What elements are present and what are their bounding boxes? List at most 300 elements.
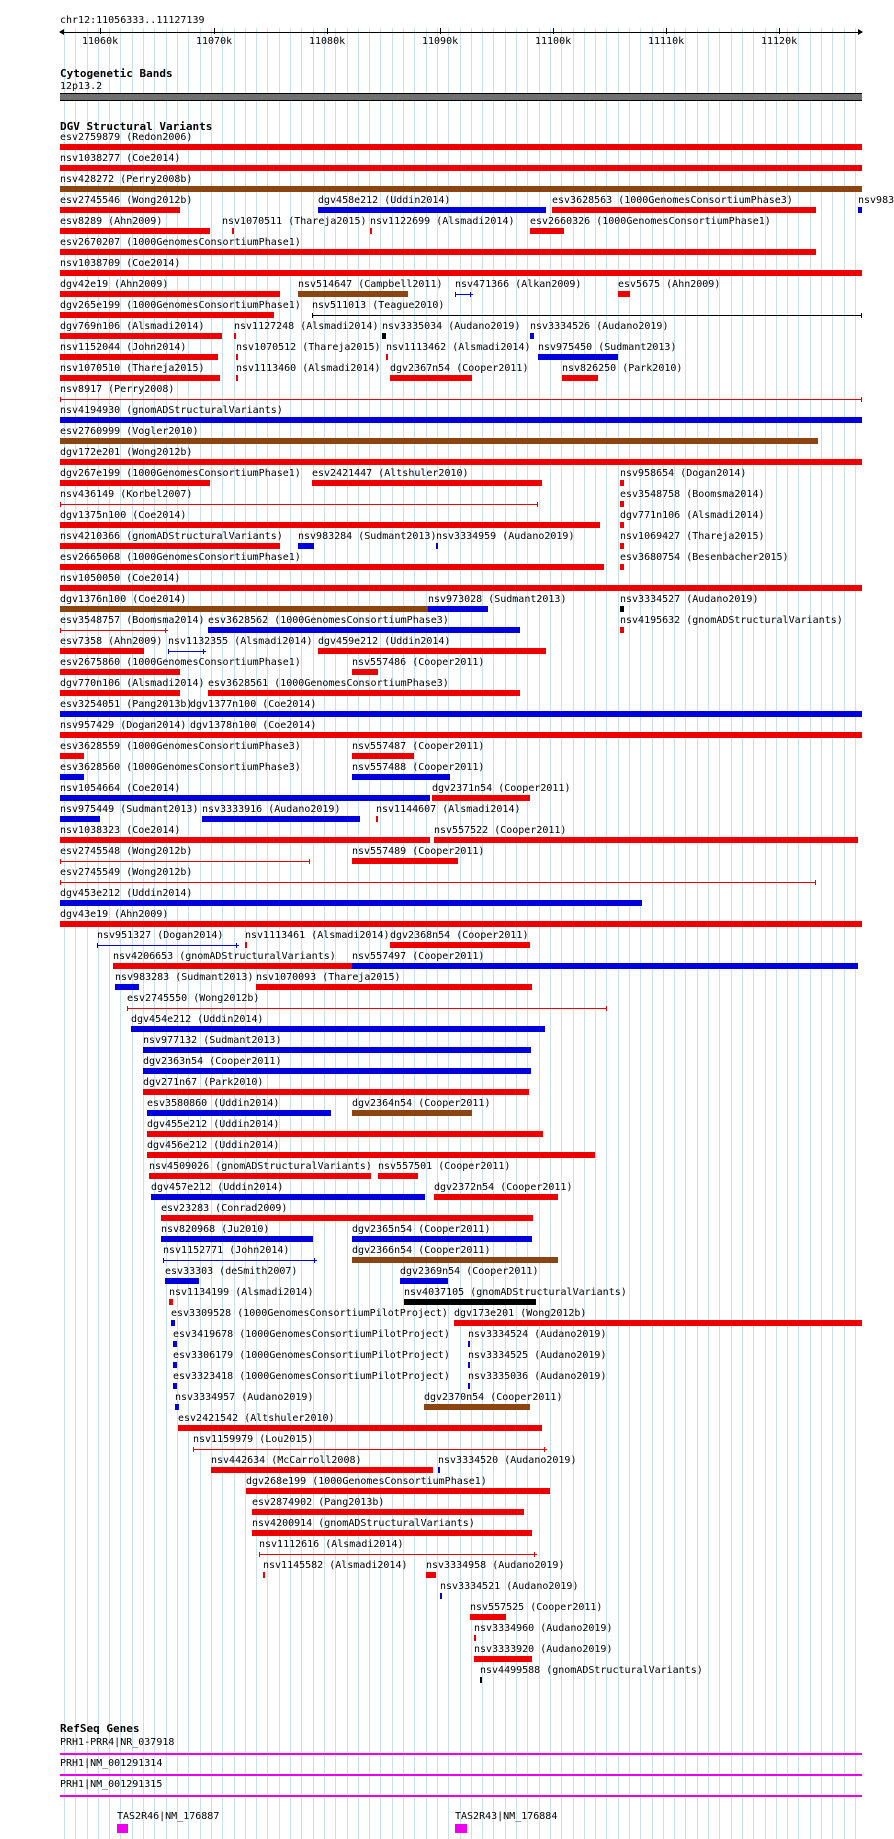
variant-label: nsv3335034 (Audano2019) (382, 321, 521, 332)
grid-line (821, 28, 822, 1839)
variant-bar[interactable] (468, 1341, 470, 1347)
variant-label: nsv951327 (Dogan2014) (97, 930, 224, 941)
variant-label: dgv459e212 (Uddin2014) (318, 636, 451, 647)
variant-bar[interactable] (620, 543, 624, 549)
variant-bar[interactable] (60, 606, 430, 612)
variant-bar[interactable] (390, 375, 472, 381)
variant-bar[interactable] (190, 732, 862, 738)
ruler-tick-label: 11110k (648, 36, 685, 47)
variant-bar[interactable] (173, 1341, 177, 1347)
variant-label: nsv3334525 (Audano2019) (468, 1350, 607, 1361)
variant-label: nsv4194930 (gnomADStructuralVariants) (60, 405, 283, 416)
variant-label: nsv1113461 (Alsmadi2014) (245, 930, 390, 941)
variant-end-cap (60, 397, 61, 402)
variant-label: esv3548758 (Boomsma2014) (620, 489, 765, 500)
grid-line (697, 28, 698, 1839)
variant-label: nsv1113462 (Alsmadi2014) (386, 342, 531, 353)
variant-label: dgv1375n100 (Coe2014) (60, 510, 187, 521)
variant-bar[interactable] (173, 1362, 177, 1368)
variant-label: dgv458e212 (Uddin2014) (318, 195, 451, 206)
variant-bar[interactable] (147, 1131, 543, 1137)
variant-bar[interactable] (190, 711, 862, 717)
variant-end-cap (193, 1447, 194, 1452)
variant-bar[interactable] (404, 1299, 536, 1305)
variant-label: nsv3334526 (Audano2019) (530, 321, 669, 332)
variant-bar[interactable] (312, 315, 862, 316)
variant-bar[interactable] (263, 1572, 265, 1578)
variant-bar[interactable] (454, 1320, 862, 1326)
variant-end-cap (312, 313, 313, 318)
variant-bar[interactable] (352, 858, 458, 864)
variant-bar[interactable] (474, 1656, 532, 1662)
variant-label: nsv442634 (McCarroll2008) (211, 1455, 362, 1466)
variant-end-cap (309, 859, 310, 864)
variant-bar[interactable] (143, 1068, 531, 1074)
variant-bar[interactable] (468, 1362, 470, 1368)
variant-bar[interactable] (620, 627, 624, 633)
variant-label: esv2760999 (Vogler2010) (60, 426, 199, 437)
grid-line (708, 28, 709, 1839)
ruler-position-label: chr12:11056333..11127139 (60, 15, 205, 26)
variant-label: dgv265e199 (1000GenomesConsortiumPhase1) (60, 300, 301, 311)
variant-bar[interactable] (60, 630, 168, 631)
variant-bar[interactable] (60, 921, 862, 927)
variant-end-cap (60, 628, 61, 633)
variant-bar[interactable] (424, 1404, 530, 1410)
variant-label: nsv1152044 (John2014) (60, 342, 187, 353)
variant-end-cap (203, 649, 204, 654)
gene-model[interactable] (60, 1753, 862, 1755)
variant-bar[interactable] (426, 1572, 436, 1578)
variant-end-cap (163, 1258, 164, 1263)
variant-bar[interactable] (60, 354, 218, 360)
variant-bar[interactable] (252, 1509, 524, 1515)
variant-bar[interactable] (168, 651, 206, 652)
grid-line (731, 28, 732, 1839)
variant-end-cap (606, 1006, 607, 1011)
variant-label: nsv1050050 (Coe2014) (60, 573, 181, 584)
variant-bar[interactable] (352, 669, 378, 675)
variant-label: esv2745548 (Wong2012b) (60, 846, 193, 857)
variant-label: nsv4210366 (gnomADStructuralVariants) (60, 531, 283, 542)
variant-label: nsv826250 (Park2010) (562, 363, 683, 374)
variant-label: dgv42e19 (Ahn2009) (60, 279, 169, 290)
variant-bar[interactable] (370, 228, 372, 234)
variant-bar[interactable] (318, 207, 546, 213)
ruler-tick (327, 28, 328, 34)
variant-label: dgv453e212 (Uddin2014) (60, 888, 193, 899)
variant-label: nsv1069427 (Thareja2015) (620, 531, 765, 542)
variant-end-cap (470, 292, 471, 297)
variant-label: esv2759879 (Redon2006) (60, 132, 193, 143)
variant-bar[interactable] (60, 459, 862, 465)
variant-label: nsv983284 (Sudmant2013) (298, 531, 437, 542)
variant-bar[interactable] (60, 690, 180, 696)
variant-bar[interactable] (618, 291, 630, 297)
variant-bar[interactable] (149, 1173, 371, 1179)
variant-end-cap (168, 649, 169, 654)
variant-bar[interactable] (318, 648, 546, 654)
variant-bar[interactable] (259, 1554, 537, 1555)
variant-bar[interactable] (312, 480, 542, 486)
variant-end-cap (259, 1552, 260, 1557)
variant-bar[interactable] (60, 165, 862, 171)
grid-line (742, 28, 743, 1839)
variant-label: esv3309528 (1000GenomesConsortiumPilotProject) (171, 1308, 448, 1319)
variant-label: nsv3333916 (Audano2019) (202, 804, 341, 815)
variant-label: nsv3334958 (Audano2019) (426, 1560, 565, 1571)
variant-label: nsv957429 (Dogan2014) (60, 720, 187, 731)
refseq-title: RefSeq Genes (60, 1722, 140, 1735)
variant-bar[interactable] (390, 942, 530, 948)
variant-label: nsv557522 (Cooper2011) (434, 825, 567, 836)
ruler-tick (214, 28, 215, 34)
variant-bar[interactable] (171, 1320, 175, 1326)
variant-bar[interactable] (552, 207, 816, 213)
variant-bar[interactable] (163, 1260, 317, 1261)
variant-bar[interactable] (161, 1236, 313, 1242)
variant-bar[interactable] (382, 333, 386, 339)
variant-bar[interactable] (234, 333, 236, 339)
variant-bar[interactable] (468, 1383, 470, 1389)
variant-bar[interactable] (60, 522, 600, 528)
variant-bar[interactable] (131, 1026, 545, 1032)
variant-label: dgv2372n54 (Cooper2011) (434, 1182, 573, 1193)
variant-bar[interactable] (246, 1488, 550, 1494)
variant-bar[interactable] (202, 816, 360, 822)
variant-label: esv3628560 (1000GenomesConsortiumPhase3) (60, 762, 301, 773)
variant-bar[interactable] (60, 312, 274, 318)
variant-label: nsv3334960 (Audano2019) (474, 1623, 613, 1634)
variant-label: esv2670207 (1000GenomesConsortiumPhase1) (60, 237, 301, 248)
variant-bar[interactable] (60, 861, 310, 862)
variant-label: esv7358 (Ahn2009) (60, 636, 163, 647)
grid-line (595, 28, 596, 1839)
variant-label: esv2745546 (Wong2012b) (60, 195, 193, 206)
variant-label: dgv457e212 (Uddin2014) (151, 1182, 284, 1193)
variant-bar[interactable] (151, 1194, 425, 1200)
variant-bar[interactable] (428, 606, 488, 612)
variant-bar[interactable] (143, 1047, 531, 1053)
variant-label: dgv2370n54 (Cooper2011) (424, 1392, 563, 1403)
variant-bar[interactable] (298, 291, 408, 297)
variant-bar[interactable] (60, 774, 84, 780)
variant-bar[interactable] (60, 228, 210, 234)
variant-label: nsv1159979 (Lou2015) (193, 1434, 314, 1445)
cytoband-bar[interactable] (60, 93, 862, 101)
ruler-tick (779, 28, 780, 34)
variant-label: esv2665068 (1000GenomesConsortiumPhase1) (60, 552, 301, 563)
variant-bar[interactable] (440, 1593, 442, 1599)
gene-label: PRH1-PRR4|NR_037918 (60, 1737, 175, 1748)
variant-bar[interactable] (245, 942, 247, 948)
variant-bar[interactable] (620, 522, 624, 528)
variant-bar[interactable] (352, 774, 450, 780)
variant-label: esv33303 (deSmith2007) (165, 1266, 298, 1277)
variant-bar[interactable] (538, 354, 618, 360)
variant-bar[interactable] (378, 1173, 418, 1179)
variant-label: nsv1038277 (Coe2014) (60, 153, 181, 164)
variant-label: esv3680754 (Besenbacher2015) (620, 552, 789, 563)
variant-bar[interactable] (127, 1008, 607, 1009)
variant-label: nsv471366 (Alkan2009) (455, 279, 582, 290)
variant-label: dgv2366n54 (Cooper2011) (352, 1245, 491, 1256)
variant-bar[interactable] (208, 690, 520, 696)
variant-bar[interactable] (60, 669, 180, 675)
variant-label: nsv557487 (Cooper2011) (352, 741, 485, 752)
variant-label: esv2675860 (1000GenomesConsortiumPhase1) (60, 657, 301, 668)
ruler-tick (440, 28, 441, 34)
variant-bar[interactable] (60, 753, 84, 759)
gene-model[interactable] (60, 1795, 862, 1797)
variant-label: nsv428272 (Perry2008b) (60, 174, 193, 185)
variant-bar[interactable] (147, 1110, 331, 1116)
variant-bar[interactable] (173, 1383, 177, 1389)
variant-bar[interactable] (60, 480, 210, 486)
variant-label: esv3628562 (1000GenomesConsortiumPhase3) (208, 615, 449, 626)
variant-bar[interactable] (147, 1152, 595, 1158)
variant-bar[interactable] (169, 1299, 173, 1305)
gene-label: TAS2R46|NM_176887 (117, 1811, 220, 1822)
variant-bar[interactable] (115, 984, 139, 990)
variant-bar[interactable] (60, 333, 222, 339)
variant-bar[interactable] (530, 333, 534, 339)
variant-bar[interactable] (386, 354, 388, 360)
variant-bar[interactable] (60, 207, 180, 213)
variant-label: dgv771n106 (Alsmadi2014) (620, 510, 765, 521)
variant-bar[interactable] (211, 1467, 433, 1473)
variant-bar[interactable] (530, 228, 564, 234)
variant-bar[interactable] (97, 945, 239, 946)
variant-label: dgv455e212 (Uddin2014) (147, 1119, 280, 1130)
variant-label: esv2745550 (Wong2012b) (127, 993, 260, 1004)
variant-label: esv2874902 (Pang2013b) (252, 1497, 385, 1508)
variant-end-cap (127, 1006, 128, 1011)
cytoband-label: 12p13.2 (60, 81, 103, 92)
variant-bar[interactable] (60, 648, 144, 654)
variant-bar[interactable] (352, 963, 858, 969)
variant-label: nsv3334959 (Audano2019) (436, 531, 575, 542)
variant-label: nsv557501 (Cooper2011) (378, 1161, 511, 1172)
variant-bar[interactable] (376, 816, 378, 822)
gene-model[interactable] (455, 1824, 467, 1833)
variant-bar[interactable] (143, 1089, 529, 1095)
variant-label: esv2660326 (1000GenomesConsortiumPhase1) (530, 216, 771, 227)
variant-label: nsv1145582 (Alsmadi2014) (263, 1560, 408, 1571)
variant-bar[interactable] (474, 1635, 476, 1641)
variant-bar[interactable] (178, 1425, 542, 1431)
variant-bar[interactable] (165, 1278, 199, 1284)
variant-bar[interactable] (60, 438, 818, 444)
variant-label: nsv1112616 (Alsmadi2014) (259, 1539, 404, 1550)
variant-bar[interactable] (432, 795, 530, 801)
variant-end-cap (314, 1258, 315, 1263)
variant-bar[interactable] (60, 417, 862, 423)
variant-bar[interactable] (60, 837, 430, 843)
variant-bar[interactable] (60, 585, 862, 591)
variant-label: nsv557489 (Cooper2011) (352, 846, 485, 857)
variant-bar[interactable] (60, 816, 100, 822)
ruler-tick (666, 28, 667, 34)
variant-bar[interactable] (208, 627, 520, 633)
variant-label: esv3628563 (1000GenomesConsortiumPhase3) (552, 195, 793, 206)
variant-bar[interactable] (175, 1404, 179, 1410)
variant-label: nsv1134199 (Alsmadi2014) (169, 1287, 314, 1298)
variant-label: nsv3335036 (Audano2019) (468, 1371, 607, 1382)
variant-label: esv3419678 (1000GenomesConsortiumPilotProject) (173, 1329, 450, 1340)
variant-bar[interactable] (60, 504, 538, 505)
variant-label: dgv2368n54 (Cooper2011) (390, 930, 529, 941)
variant-label: nsv977132 (Sudmant2013) (143, 1035, 282, 1046)
variant-bar[interactable] (60, 399, 862, 400)
variant-label: nsv973028 (Sudmant2013) (428, 594, 567, 605)
ruler-tick (100, 28, 101, 34)
variant-end-cap (861, 313, 862, 318)
variant-end-cap (165, 628, 166, 633)
grid-line (810, 28, 811, 1839)
grid-line (844, 28, 845, 1839)
variant-label: esv8289 (Ahn2009) (60, 216, 163, 227)
variant-bar[interactable] (236, 354, 238, 360)
variant-bar[interactable] (60, 882, 816, 883)
variant-bar[interactable] (620, 501, 624, 507)
variant-bar[interactable] (60, 543, 280, 549)
variant-label: dgv172e201 (Wong2012b) (60, 447, 193, 458)
variant-bar[interactable] (60, 144, 862, 150)
variant-label: nsv8917 (Perry2008) (60, 384, 175, 395)
variant-end-cap (534, 1552, 535, 1557)
grid-line (855, 28, 856, 1839)
variant-label: nsv557488 (Cooper2011) (352, 762, 485, 773)
variant-bar[interactable] (480, 1677, 482, 1683)
dgv-title: DGV Structural Variants (60, 120, 213, 133)
gene-model[interactable] (117, 1824, 128, 1833)
variant-label: nsv820968 (Ju2010) (161, 1224, 270, 1235)
variant-label: nsv1127248 (Alsmadi2014) (234, 321, 379, 332)
variant-bar[interactable] (620, 564, 624, 570)
variant-label: dgv769n106 (Alsmadi2014) (60, 321, 205, 332)
variant-label: dgv2369n54 (Cooper2011) (400, 1266, 539, 1277)
variant-label: esv3254051 (Pang2013b) (60, 699, 193, 710)
gene-label: PRH1|NM_001291314 (60, 1758, 163, 1769)
variant-bar[interactable] (434, 837, 858, 843)
variant-label: esv23283 (Conrad2009) (161, 1203, 288, 1214)
ruler-tick-label: 11120k (761, 36, 798, 47)
variant-bar[interactable] (858, 207, 862, 213)
ruler-tick-label: 11070k (196, 36, 233, 47)
variant-end-cap (236, 943, 237, 948)
variant-label: nsv3333920 (Audano2019) (474, 1644, 613, 1655)
variant-bar[interactable] (434, 1194, 558, 1200)
variant-label: nsv3334521 (Audano2019) (440, 1581, 579, 1592)
variant-label: nsv1152771 (John2014) (163, 1245, 290, 1256)
variant-label: dgv1378n100 (Coe2014) (190, 720, 317, 731)
variant-bar[interactable] (436, 543, 438, 549)
variant-label: nsv3334527 (Audano2019) (620, 594, 759, 605)
variant-label: nsv557525 (Cooper2011) (470, 1602, 603, 1613)
variant-label: nsv983 (858, 195, 894, 206)
variant-bar[interactable] (60, 564, 604, 570)
variant-bar[interactable] (60, 249, 816, 255)
variant-end-cap (861, 397, 862, 402)
variant-label: nsv514647 (Campbell2011) (298, 279, 443, 290)
variant-bar[interactable] (232, 228, 234, 234)
variant-label: nsv1070511 (Thareja2015) (222, 216, 367, 227)
variant-bar[interactable] (252, 1530, 532, 1536)
variant-label: dgv2363n54 (Cooper2011) (143, 1056, 282, 1067)
variant-bar[interactable] (470, 1614, 506, 1620)
variant-label: nsv3334520 (Audano2019) (438, 1455, 577, 1466)
variant-label: nsv557486 (Cooper2011) (352, 657, 485, 668)
variant-label: nsv1038323 (Coe2014) (60, 825, 181, 836)
variant-label: esv3548757 (Boomsma2014) (60, 615, 205, 626)
variant-bar[interactable] (620, 480, 624, 486)
variant-bar[interactable] (60, 900, 642, 906)
grid-line (765, 28, 766, 1839)
variant-bar[interactable] (562, 375, 598, 381)
variant-label: nsv4200914 (gnomADStructuralVariants) (252, 1518, 475, 1529)
variant-bar[interactable] (60, 291, 280, 297)
variant-bar[interactable] (60, 375, 220, 381)
variant-label: dgv2365n54 (Cooper2011) (352, 1224, 491, 1235)
variant-label: dgv2364n54 (Cooper2011) (352, 1098, 491, 1109)
variant-bar[interactable] (256, 984, 532, 990)
variant-label: nsv1070512 (Thareja2015) (236, 342, 381, 353)
gene-model[interactable] (60, 1774, 862, 1776)
variant-bar[interactable] (60, 795, 430, 801)
variant-label: dgv2371n54 (Cooper2011) (432, 783, 571, 794)
ruler-axis-line (60, 32, 862, 33)
variant-label: dgv173e201 (Wong2012b) (454, 1308, 587, 1319)
ruler-tick-label: 11060k (82, 36, 119, 47)
variant-end-cap (544, 1447, 545, 1452)
variant-label: esv5675 (Ahn2009) (618, 279, 721, 290)
grid-line (606, 28, 607, 1839)
variant-end-cap (97, 943, 98, 948)
variant-bar[interactable] (400, 1278, 448, 1284)
variant-bar[interactable] (352, 1110, 472, 1116)
variant-bar[interactable] (60, 270, 862, 276)
variant-bar[interactable] (60, 186, 862, 192)
variant-label: nsv436149 (Korbel2007) (60, 489, 193, 500)
variant-bar[interactable] (352, 753, 414, 759)
variant-bar[interactable] (438, 1467, 440, 1473)
variant-label: nsv1070510 (Thareja2015) (60, 363, 205, 374)
variant-bar[interactable] (193, 1449, 547, 1450)
variant-bar[interactable] (298, 543, 314, 549)
grid-line (798, 28, 799, 1839)
variant-end-cap (60, 502, 61, 507)
cytobands-title: Cytogenetic Bands (60, 67, 173, 80)
variant-bar[interactable] (236, 375, 238, 381)
variant-bar[interactable] (352, 1257, 558, 1263)
variant-label: dgv268e199 (1000GenomesConsortiumPhase1) (246, 1476, 487, 1487)
variant-bar[interactable] (620, 606, 624, 612)
grid-line (685, 28, 686, 1839)
grid-line (618, 28, 619, 1839)
variant-label: dgv456e212 (Uddin2014) (147, 1140, 280, 1151)
grid-line (787, 28, 788, 1839)
grid-line (573, 28, 574, 1839)
variant-bar[interactable] (161, 1215, 533, 1221)
grid-line (674, 28, 675, 1839)
variant-end-cap (60, 880, 61, 885)
variant-label: dgv2367n54 (Cooper2011) (390, 363, 529, 374)
variant-label: nsv3334524 (Audano2019) (468, 1329, 607, 1340)
variant-label: dgv1376n100 (Coe2014) (60, 594, 187, 605)
variant-label: dgv454e212 (Uddin2014) (131, 1014, 264, 1025)
variant-bar[interactable] (352, 1236, 532, 1242)
